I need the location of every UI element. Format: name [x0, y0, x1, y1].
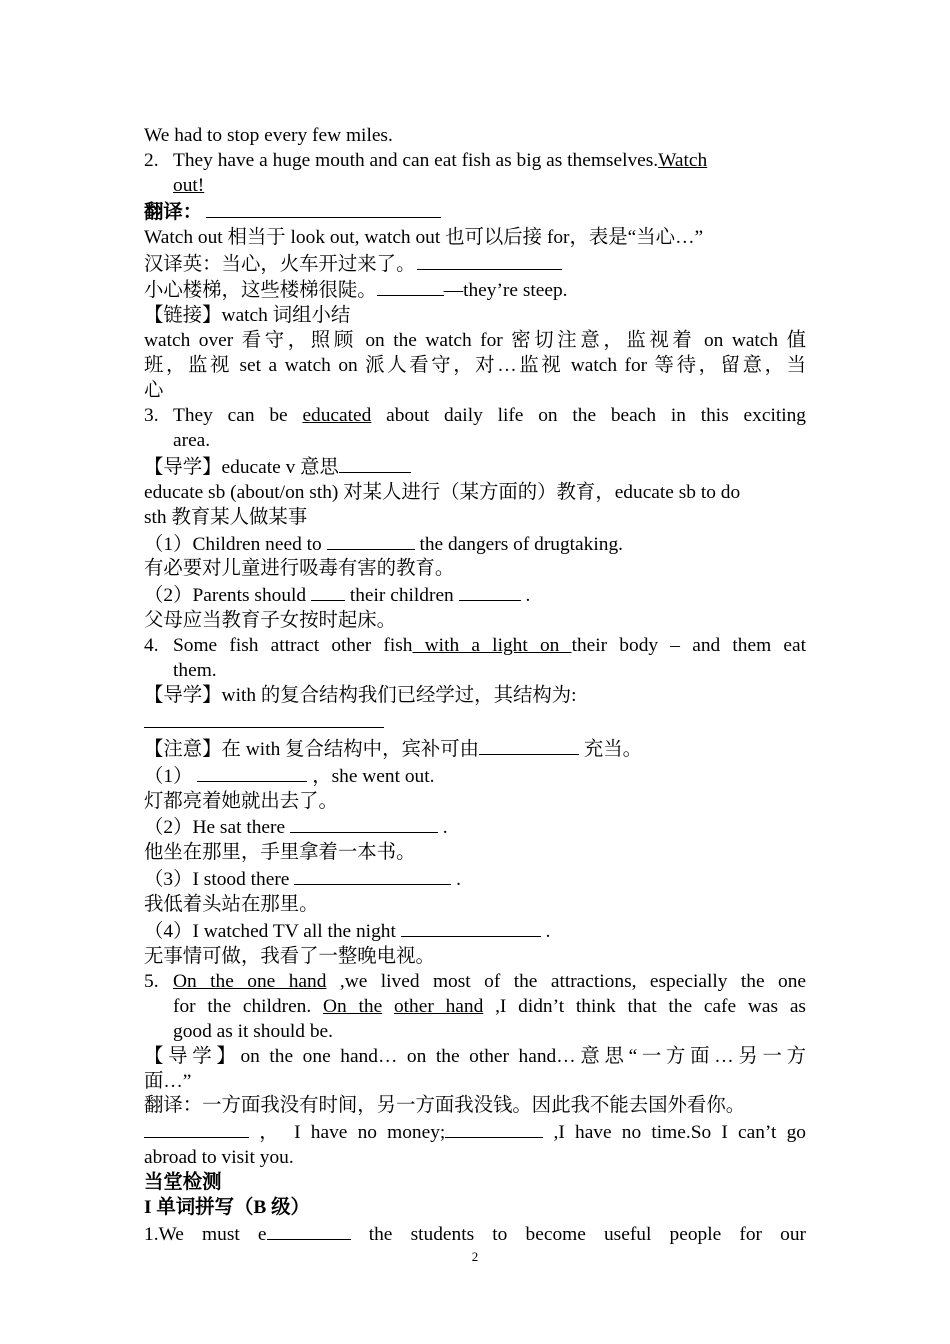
text-line: abroad to visit you. — [144, 1147, 294, 1169]
text-line: 无事情可做，我看了一整晚电视。 — [144, 946, 435, 967]
text-line: educate sb (about/on sth) 对某人进行（某方面的）教育，educate sb to do — [144, 481, 741, 503]
text-line: watch over 看守，照顾 on the watch for 密切注意，监视着 on watch 值 — [144, 330, 806, 352]
translation-prompt: 翻译： — [144, 199, 806, 226]
text-line: （2）He sat there . — [144, 814, 806, 841]
text-line: ， I have no money; ,I have no time.So I can’t go — [144, 1119, 806, 1146]
underlined-phrase: Watch — [658, 149, 708, 171]
answer-blank[interactable] — [144, 1119, 249, 1138]
underlined-phrase: educated — [302, 404, 372, 426]
answer-blank[interactable] — [459, 582, 521, 601]
text-line: 【注意】在 with 复合结构中，宾补可由 充当。 — [144, 736, 806, 763]
text-line: We had to stop every few miles. — [144, 125, 393, 146]
answer-blank[interactable] — [294, 866, 451, 885]
text-line: 【导学】with 的复合结构我们已经学过，其结构为: — [144, 684, 577, 706]
answer-blank[interactable] — [311, 582, 345, 601]
underlined-phrase: with a light on — [412, 635, 572, 657]
text-line: 小心楼梯，这些楼梯很陡。 —they’re steep. — [144, 277, 806, 304]
underlined-phrase: out! — [173, 174, 205, 196]
text-line: 有必要对儿童进行吸毒有害的教育。 — [144, 558, 455, 580]
text-line: 他坐在那里，手里拿着一本书。 — [144, 842, 416, 864]
answer-blank[interactable] — [327, 531, 415, 550]
text-line: Watch out 相当于 look out, watch out 也可以后接 for，表是“当心…” — [144, 226, 704, 248]
question-number: 3. — [144, 404, 159, 426]
text-line: 面…” — [144, 1070, 192, 1092]
text-line: 【导学】educate v 意思 — [144, 454, 806, 481]
answer-blank[interactable] — [479, 736, 579, 755]
underlined-phrase: other hand — [393, 995, 484, 1017]
underlined-phrase: On the one hand — [173, 970, 327, 992]
text-line: sth 教育某人做某事 — [144, 506, 308, 528]
text-line: （4）I watched TV all the night . — [144, 918, 806, 945]
text-line: 【导学】on the one hand… on the other hand…意思“一方面…另一方 — [144, 1045, 806, 1067]
text-line: 父母应当教育子女按时起床。 — [144, 610, 397, 632]
text-line: （3）I stood there . — [144, 866, 806, 893]
text-line: 班，监视 set a watch on 派人看守，对…监视 watch for 等待，留意，当 — [144, 355, 806, 377]
answer-blank[interactable] — [197, 763, 307, 782]
answer-blank[interactable] — [417, 251, 562, 270]
text-line: 【链接】watch 词组小结 — [144, 305, 351, 327]
page-number: 2 — [471, 1249, 479, 1264]
question-3: 3. They can be educated about daily life on the beach in this exciting area. — [144, 404, 806, 454]
text-line: （1） ，she went out. — [144, 763, 806, 790]
question-2: 2. They have a huge mouth and can eat fish as big as themselves.Watch out! — [144, 149, 806, 199]
answer-blank[interactable] — [290, 814, 438, 833]
answer-blank[interactable] — [206, 199, 441, 218]
text-line: 心 — [144, 380, 164, 402]
text-line: 我低着头站在那里。 — [144, 894, 319, 916]
text-line: 汉译英：当心，火车开过来了。 — [144, 251, 806, 278]
text-line: 灯都亮着她就出去了。 — [144, 790, 338, 812]
document-body — [144, 124, 806, 1248]
section-heading: I 单词拼写（B 级） — [144, 1197, 310, 1219]
underlined-phrase: On the — [323, 995, 383, 1017]
question-number: 2. — [144, 149, 159, 171]
text-line — [144, 709, 806, 736]
text-line: （1）Children need to the dangers of drugtaking. — [144, 531, 806, 558]
answer-blank[interactable] — [401, 918, 541, 937]
answer-blank[interactable] — [267, 1221, 351, 1240]
question-number: 5. — [144, 970, 159, 992]
answer-blank[interactable] — [144, 709, 384, 728]
answer-blank[interactable] — [377, 277, 444, 296]
answer-blank[interactable] — [445, 1119, 543, 1138]
text-line: （2）Parents should their children . — [144, 582, 806, 609]
question-5: 5. On the one hand ,we lived most of the attractions, especially the one for the children. On the other hand ,I didn’t think that the cafe was as good as it should be. — [144, 970, 806, 1045]
answer-blank[interactable] — [339, 454, 411, 473]
question-number: 4. — [144, 635, 159, 657]
question-4: 4. Some fish attract other fish with a light on their body – and them eat them. — [144, 634, 806, 684]
text-line: 1.We must e the students to become useful people for our — [144, 1221, 806, 1248]
text-line: 翻译：一方面我没有时间，另一方面我没钱。因此我不能去国外看你。 — [144, 1095, 746, 1117]
section-heading: 当堂检测 — [144, 1172, 222, 1194]
